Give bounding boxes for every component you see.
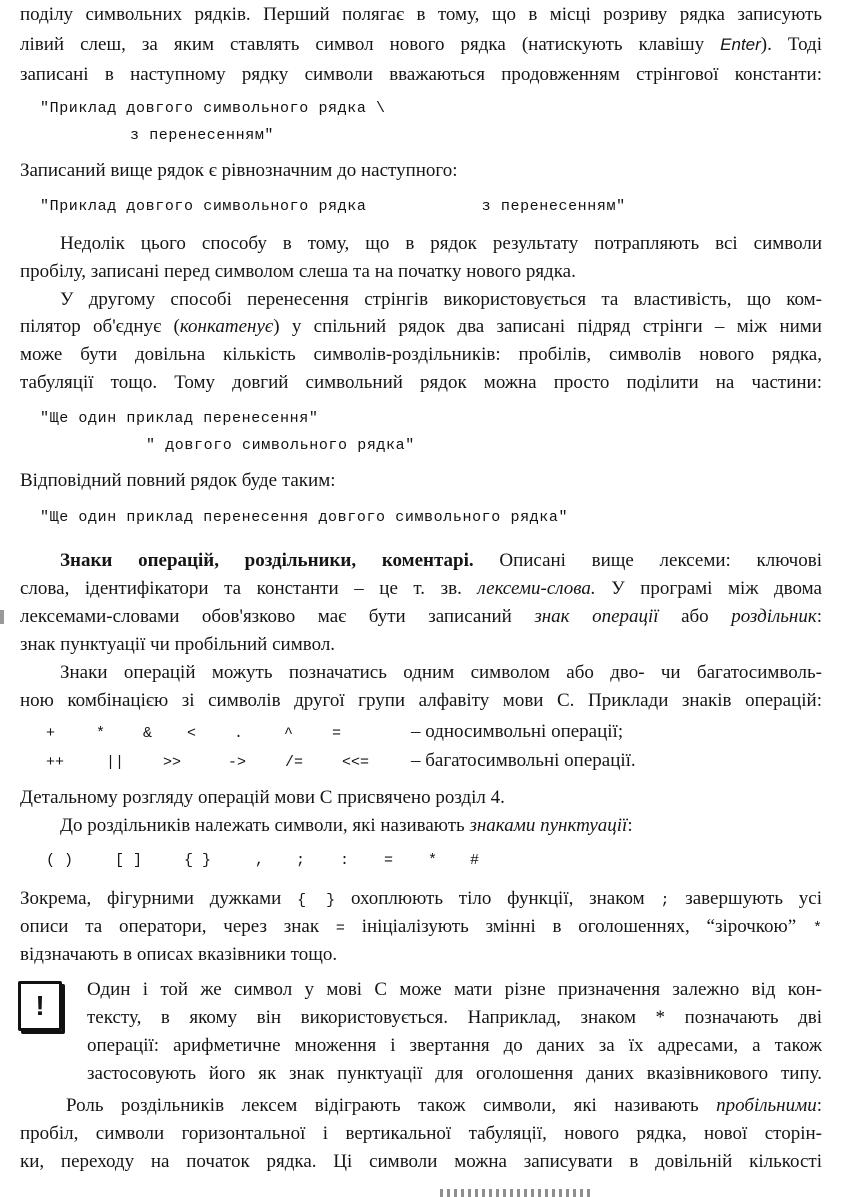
paragraph-line: Записаний вище рядок є рівнозначним до наступного: xyxy=(20,160,458,181)
operator-symbol: >> xyxy=(163,754,182,771)
operator-symbol: <<= xyxy=(342,754,370,771)
paragraph-line xyxy=(60,813,822,839)
text-span: Зокрема, фігурними дужками xyxy=(20,888,298,909)
punctuation-symbol: ( ) xyxy=(46,852,74,869)
paragraph-line: табуляції тощо. Тому довгий символьний рядок можна просто поділити на частини: xyxy=(20,372,822,393)
text-span: : xyxy=(816,606,823,627)
text-span: До роздільників належать символи, які називають xyxy=(60,815,470,836)
code-line: "Ще один приклад перенесення" xyxy=(40,410,319,427)
italic-term: знак операції xyxy=(534,606,659,627)
paragraph-line: знак пунктуації чи пробільний символ. xyxy=(20,634,336,655)
operator-symbol: < xyxy=(187,725,197,742)
punctuation-symbol: = xyxy=(384,852,394,869)
paragraph-line: У другому способі перенесення стрінгів використовується та властивість, що ком- xyxy=(60,289,822,310)
inline-code: ; xyxy=(660,892,670,909)
operator-symbol: * xyxy=(96,725,106,742)
text-span: лексемами-словами обов'язково має бути записаний xyxy=(20,606,535,627)
paragraph-line: Відповідний повний рядок буде таким: xyxy=(20,470,336,491)
italic-term: лексеми-слова. xyxy=(477,578,596,599)
paragraph-line: Детальному розгляду операцій мови С присвячено розділ 4. xyxy=(20,787,505,808)
note-line: тексту, в якому він використовується. Наприклад, знаком * позначають дві xyxy=(87,1007,822,1028)
scan-artifact xyxy=(440,1189,590,1197)
note-line: операції: арифметичне множення і звертання до даних за їх адресами, а також xyxy=(87,1035,822,1056)
operator-symbol: + xyxy=(46,725,56,742)
text-span: ). Тоді xyxy=(760,34,822,55)
paragraph-line: Знаки операцій можуть позначатись одним символом або дво- чи багатосимволь- xyxy=(60,662,822,683)
italic-term: знаками пунктуації xyxy=(469,815,628,836)
punctuation-symbol: [ ] xyxy=(115,852,143,869)
punctuation-symbol: ; xyxy=(296,852,306,869)
code-line: " довгого символьного рядка" xyxy=(146,437,415,454)
code-line: "Приклад довгого символьного рядка з перенесенням" xyxy=(40,198,626,215)
text-span: лівий слеш, за яким ставлять символ нового рядка (натискують клавішу xyxy=(20,34,721,55)
operator-description: – односимвольні операції; xyxy=(411,721,624,742)
inline-code: = xyxy=(335,920,345,937)
paragraph-line: ки, переходу на початок рядка. Ці символи можна записувати в довільній кількості xyxy=(20,1151,822,1172)
punctuation-symbol: : xyxy=(340,852,350,869)
section-heading: Знаки операцій, роздільники, коментарі. xyxy=(60,550,474,571)
italic-term: роздільник xyxy=(731,606,817,627)
operator-symbol: ^ xyxy=(284,725,294,742)
punctuation-symbol: , xyxy=(255,852,265,869)
text-span: У програмі між двома xyxy=(595,578,822,599)
punctuation-symbol: { } xyxy=(184,852,212,869)
text-span: : xyxy=(627,815,633,836)
text-span: охоплюють тіло функції, знаком xyxy=(335,888,661,909)
text-span: ) у спільний рядок два записані підряд стрінги – між ними xyxy=(273,316,822,337)
operator-symbol: ++ xyxy=(46,754,65,771)
paragraph-line xyxy=(20,576,822,602)
operator-symbol: . xyxy=(234,725,244,742)
operator-symbol: & xyxy=(143,725,153,742)
operator-symbol: = xyxy=(332,725,342,742)
key-name: Enter xyxy=(720,35,761,54)
section-heading-line xyxy=(60,548,822,574)
operator-symbol: /= xyxy=(285,754,304,771)
code-line: з перенесенням" xyxy=(130,127,275,144)
text-span: ініціалізують змінні в оголошеннях, “зірочкою” xyxy=(344,916,813,937)
paragraph-line: поділу символьних рядків. Перший полягає в тому, що в місці розриву рядка записують xyxy=(20,4,822,25)
paragraph-line: Недолік цього способу в тому, що в рядок результату потрапляють всі символи xyxy=(60,233,822,254)
text-span: слова, ідентифікатори та константи – це т. зв. xyxy=(20,578,478,599)
paragraph-line: пробілу, записані перед символом слеша та на початку нового рядка. xyxy=(20,261,576,282)
note-line: Один і той же символ у мові С може мати різне призначення залежно від кон- xyxy=(87,979,822,1000)
note-line: застосовують його як знак пунктуації для оголошення даних вказівникового типу. xyxy=(87,1063,822,1084)
paragraph-line: може бути довільна кількість символів-роздільників: пробілів, символів нового рядка, xyxy=(20,344,822,365)
text-span: Описані вище лексеми: ключові xyxy=(499,550,822,571)
operator-symbol: || xyxy=(106,754,125,771)
paragraph-line xyxy=(20,314,822,340)
text-span: пілятор об'єднує ( xyxy=(20,316,180,337)
inline-code: * xyxy=(813,920,823,937)
paragraph-line: записані в наступному рядку символи вважаються продовженням стрінгової константи: xyxy=(20,64,822,85)
text-span: або xyxy=(658,606,732,627)
punctuation-symbol: # xyxy=(470,852,480,869)
punctuation-symbol: * xyxy=(428,852,438,869)
text-span: : xyxy=(816,1095,822,1116)
text-span: завершують усі xyxy=(669,888,822,909)
margin-mark xyxy=(0,610,4,624)
paragraph-line xyxy=(20,604,822,630)
text-span: Роль роздільників лексем відіграють також символи, які називають xyxy=(66,1095,717,1116)
paragraph-line xyxy=(20,914,822,940)
paragraph-line: пробіл, символи горизонтальної і вертикальної табуляції, нового рядка, нової сторін- xyxy=(20,1123,822,1144)
paragraph-line: ною комбінацією зі символів другої групи алфавіту мови С. Приклади знаків операцій: xyxy=(20,690,822,711)
code-line: "Приклад довгого символьного рядка \ xyxy=(40,100,386,117)
paragraph-line xyxy=(66,1093,822,1119)
inline-code: { } xyxy=(297,892,336,909)
paragraph-line xyxy=(20,32,822,58)
text-span: описи та оператори, через знак xyxy=(20,916,336,937)
code-line: "Ще один приклад перенесення довгого символьного рядка" xyxy=(40,509,569,526)
paragraph-line: відзначають в описах вказівники тощо. xyxy=(20,944,338,965)
italic-term: конкатенує xyxy=(179,316,274,337)
operator-symbol: -> xyxy=(228,754,247,771)
italic-term: пробільними xyxy=(716,1095,817,1116)
exclamation-note-icon: ! xyxy=(18,981,62,1031)
paragraph-line xyxy=(20,886,822,912)
operator-description: – багатосимвольні операції. xyxy=(411,750,636,771)
